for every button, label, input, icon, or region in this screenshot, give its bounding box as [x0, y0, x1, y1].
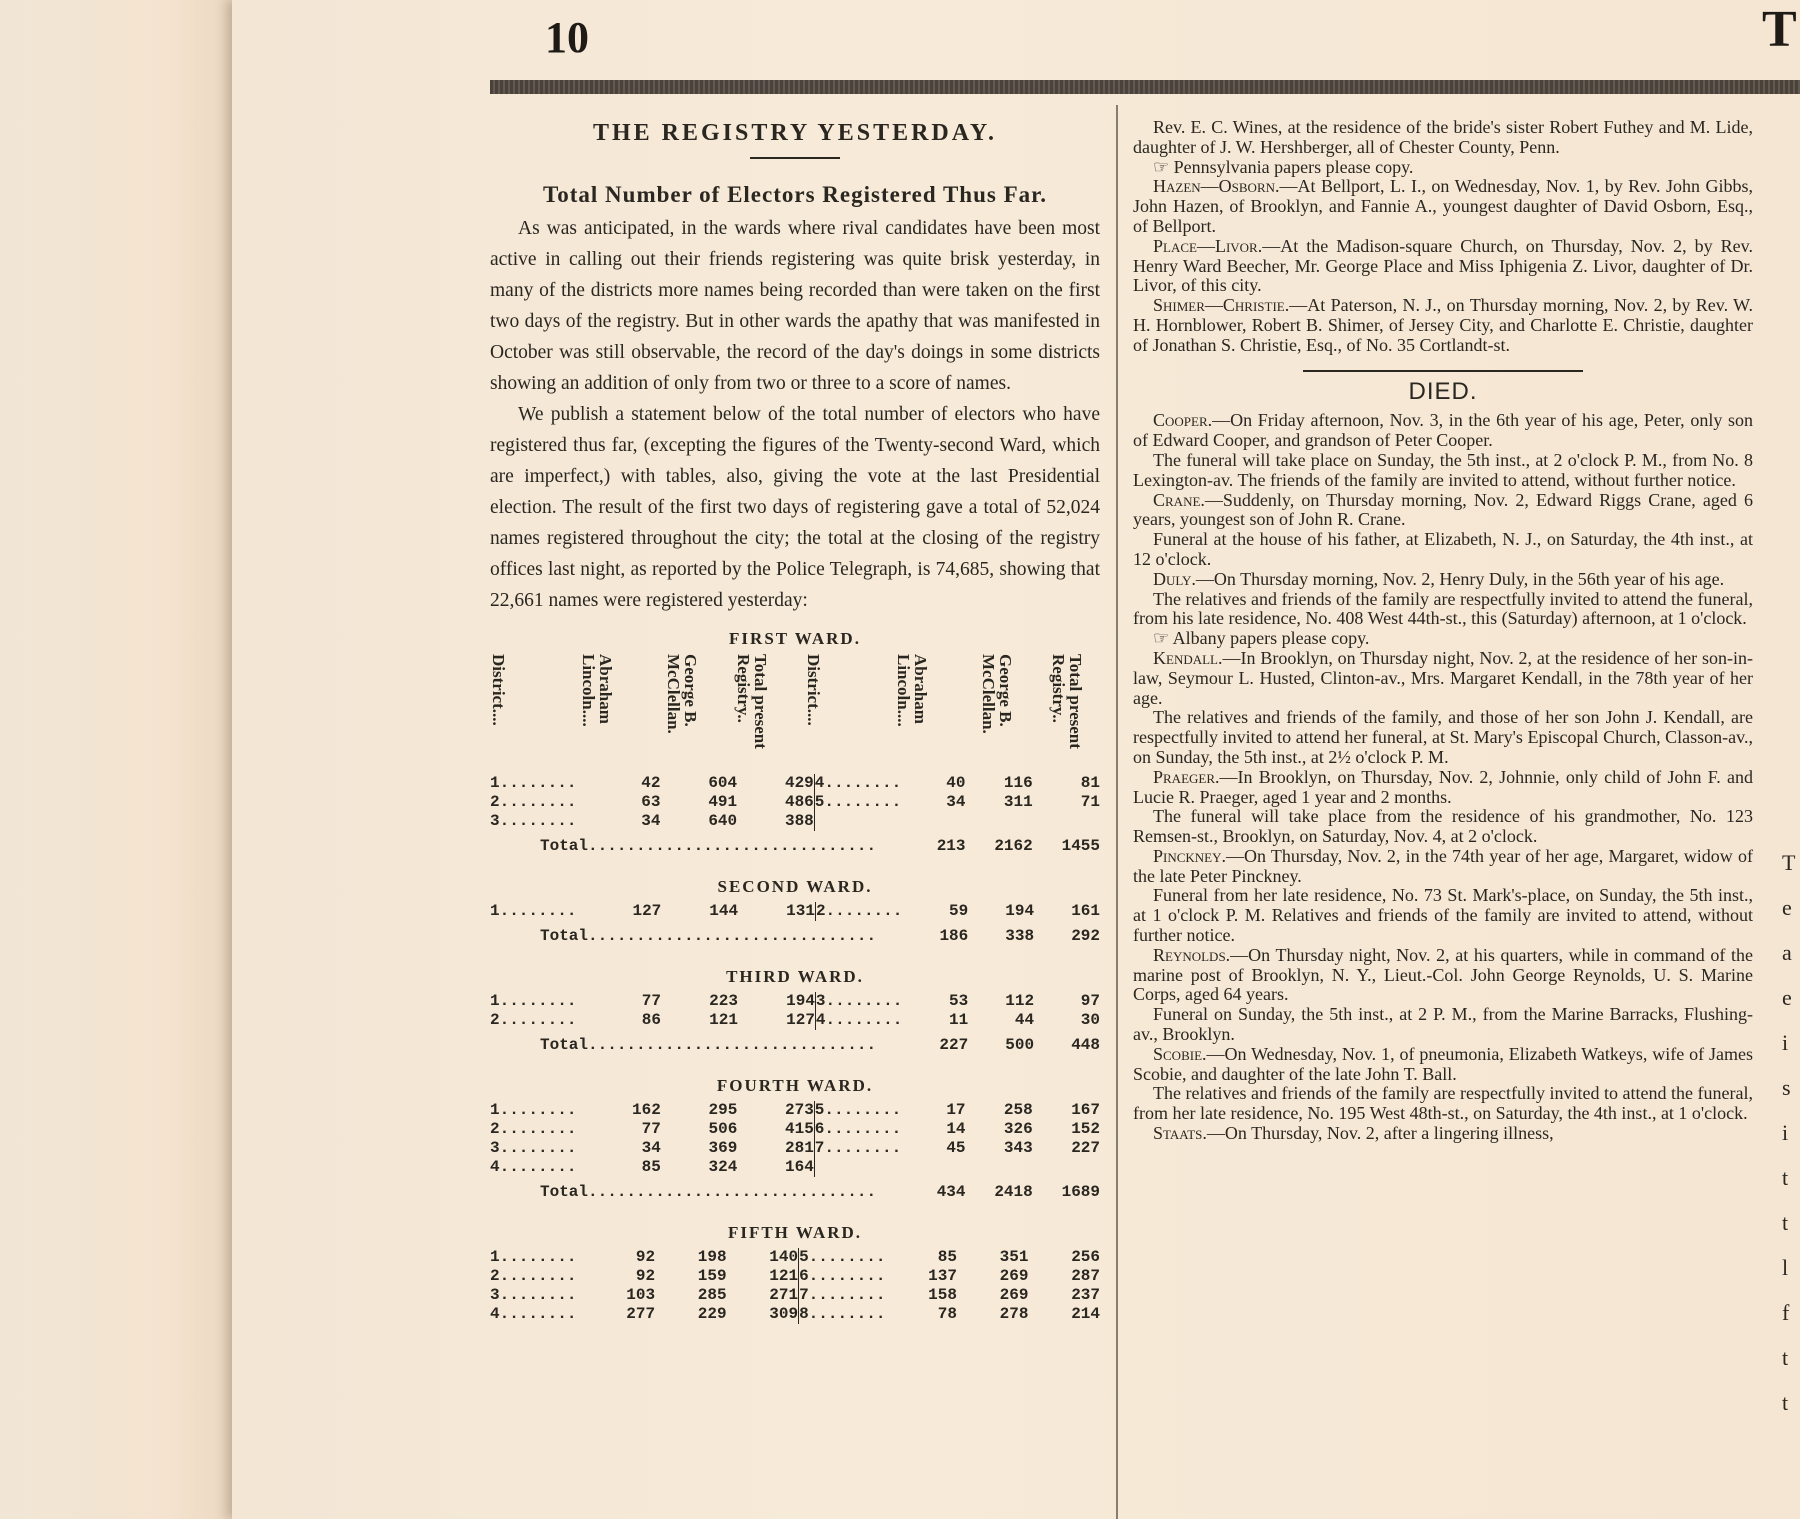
table-cell: 112	[1005, 992, 1035, 1010]
notice-entry: The relatives and friends of the family are respectfully invited to attend the funeral, from his late residence, No. 408 West 44th-st., this (Saturday) afternoon, at 1 o'clock.	[1133, 588, 1753, 629]
table-cell: 223	[709, 992, 738, 1010]
table-cell: 6........	[814, 1120, 902, 1138]
column-divider	[1116, 105, 1118, 1519]
table-cell: 103	[626, 1286, 656, 1304]
ward-title-first: FIRST WARD.	[729, 629, 861, 648]
table-cell: 86	[641, 1011, 661, 1029]
table-cell: 8........	[799, 1305, 886, 1323]
table-cell: 229	[697, 1305, 727, 1323]
table-cell: 604	[708, 774, 738, 792]
table-cell: 273	[784, 1101, 814, 1119]
notice-entry: Rev. E. C. Wines, at the residence of the bride's sister Robert Futhey and M. Lide, daughter of J. W. Hershberger, all of Chester County, Penn.	[1133, 117, 1753, 157]
table-cell: 81	[1080, 774, 1100, 792]
table-cell: 152	[1071, 1120, 1100, 1138]
notice-entry: Staats.—On Thursday, Nov. 2, after a lingering illness,	[1153, 1123, 1554, 1144]
table-cell	[814, 1158, 901, 1177]
table-cell: 271	[769, 1286, 799, 1304]
notice-name: Staats.	[1153, 1123, 1207, 1144]
table-cell: 11	[949, 1011, 969, 1029]
total-row	[490, 831, 1100, 864]
notice-name: Crane.	[1153, 489, 1205, 510]
table-cell: 137	[928, 1267, 957, 1285]
table-cell	[1033, 1158, 1100, 1177]
notice-entry: The relatives and friends of the family, and those of her son John J. Kendall, are respectfully invited to attend her funeral, at St. Mary's Episcopal Church, Classon-av., on Sunday, the 5th inst., at 2½ o'clock P. M.	[1133, 707, 1753, 767]
ward-title: FOURTH WARD.	[716, 1076, 874, 1095]
table-cell: 343	[1003, 1139, 1033, 1157]
table-cell: 227	[1071, 1139, 1100, 1157]
notice-entry: Crane.—Suddenly, on Thursday morning, Nov. 2, Edward Riggs Crane, aged 6 years, youngest son of John R. Crane.	[1133, 489, 1753, 530]
table-cell: 44	[1014, 1011, 1035, 1029]
table-cell: 77	[641, 1120, 661, 1138]
total-row	[490, 921, 1100, 954]
total-label: Total..............................	[540, 927, 877, 945]
table-cell: 159	[697, 1267, 727, 1285]
ward-title: THIRD WARD.	[726, 967, 864, 986]
ward-table	[490, 992, 1100, 1063]
total-label: Total..............................	[540, 1036, 877, 1054]
table-cell: 281	[784, 1139, 814, 1157]
table-cell: 92	[635, 1267, 656, 1285]
table-cell: 127	[632, 902, 662, 920]
table-cell: 5........	[799, 1248, 886, 1266]
section-rule	[1303, 370, 1583, 372]
article-subhead: Total Number of Electors Registered Thus Far.	[543, 182, 1047, 207]
table-cell: 388	[784, 812, 814, 830]
table-cell	[966, 1158, 1033, 1177]
table-row	[490, 1101, 1100, 1120]
article-paragraph-1: As was anticipated, in the wards where rival candidates have been most active in calling out their friends registering was quite brisk yesterday, in many of the districts more names being recorded than were taken on the first two days of the registry. But in other wards the apathy that was manifested in October was still observable, the record of the day's doings in some districts showing an addition of only from two or three to a score of names.	[490, 218, 1100, 394]
table-cell: 506	[708, 1120, 738, 1138]
married-notices	[1133, 118, 1753, 356]
ward-table	[490, 774, 1100, 864]
notice-entry: Duly.—On Thursday morning, Nov. 2, Henry Duly, in the 56th year of his age.	[1153, 568, 1725, 589]
notice-entry: The funeral will take place from the residence of his grandmother, No. 123 Remsen-st., Brooklyn, on Saturday, Nov. 4, at 2 o'clock.	[1133, 806, 1753, 847]
table-cell: 34	[641, 1139, 661, 1157]
table-cell: 40	[946, 774, 966, 792]
col-header-district-2: District....	[804, 654, 823, 726]
table-cell: 295	[708, 1101, 738, 1119]
total-label: Total..............................	[540, 837, 877, 855]
col-header-mcclellan: George B. McClellan.	[664, 654, 700, 734]
table-row	[490, 793, 1100, 812]
col-header-mcclellan-2: George B. McClellan.	[979, 654, 1015, 734]
masthead-fragment: T	[1762, 1, 1797, 58]
notice-entry: Pinckney.—On Thursday, Nov. 2, in the 74th year of her age, Margaret, widow of the late Peter Pinckney.	[1133, 845, 1753, 886]
notice-name: Shimer—Christie.	[1153, 295, 1290, 316]
edge-letter: t	[1782, 1345, 1789, 1370]
notice-name: Hazen—Osborn.	[1153, 176, 1280, 197]
table-cell: 164	[784, 1158, 814, 1176]
table-cell: 2........	[815, 902, 903, 920]
table-row	[490, 902, 1100, 921]
table-cell: 3........	[490, 812, 577, 830]
col-header-registry: Total present Registry..	[734, 654, 770, 749]
table-cell: 97	[1080, 992, 1100, 1010]
total-value: 500	[1005, 1036, 1035, 1054]
table-row	[490, 1248, 1100, 1267]
edge-letter: t	[1782, 1165, 1789, 1190]
col-header-lincoln-2: Abraham Lincoln....	[894, 654, 930, 727]
total-value: 1455	[1061, 837, 1100, 855]
table-cell: 116	[1003, 774, 1033, 792]
table-cell: 131	[786, 902, 815, 920]
col-header-district: District....	[489, 654, 508, 726]
edge-letter: t	[1782, 1210, 1789, 1235]
table-cell: 4........	[490, 1305, 577, 1323]
notice-name: Scobie.	[1153, 1043, 1207, 1064]
edge-letter: l	[1782, 1255, 1789, 1280]
died-heading: DIED.	[1408, 377, 1478, 405]
table-column-headers	[490, 654, 1100, 774]
table-cell: 237	[1071, 1286, 1100, 1304]
table-row	[490, 1139, 1100, 1158]
table-cell: 198	[697, 1248, 727, 1266]
table-cell	[901, 812, 965, 831]
table-cell	[901, 1158, 965, 1177]
total-value: 186	[939, 927, 969, 945]
table-cell	[814, 812, 901, 831]
edge-letter: s	[1782, 1075, 1791, 1100]
table-cell: 42	[641, 774, 661, 792]
table-cell: 1........	[490, 902, 577, 920]
notice-entry: ☞ Pennsylvania papers please copy.	[1153, 156, 1414, 177]
table-cell: 415	[784, 1120, 814, 1138]
table-cell: 121	[769, 1267, 799, 1285]
total-value: 2162	[994, 837, 1033, 855]
edge-letter: i	[1782, 1030, 1789, 1055]
notice-name: Cooper.	[1153, 410, 1213, 431]
ward-table	[490, 902, 1100, 954]
page-number: 10	[545, 13, 589, 62]
table-cell: 2........	[490, 1011, 577, 1029]
table-cell: 162	[632, 1101, 661, 1119]
table-row	[490, 1158, 1100, 1177]
died-notices	[1133, 411, 1753, 1143]
table-cell: 1........	[490, 992, 577, 1010]
table-cell: 34	[641, 812, 661, 830]
table-cell: 140	[769, 1248, 799, 1266]
table-cell: 7........	[814, 1139, 902, 1157]
table-cell: 34	[946, 793, 966, 811]
table-cell: 30	[1080, 1011, 1100, 1029]
notice-name: Pinckney.	[1153, 845, 1227, 866]
table-cell: 287	[1071, 1267, 1100, 1285]
table-cell: 78	[937, 1305, 957, 1323]
notice-entry: Reynolds.—On Thursday night, Nov. 2, at his quarters, while in command of the marine post of Brooklyn, N. Y., Lieut.-Col. John George Reynolds, U. S. Marine Corps, aged 64 years.	[1133, 944, 1753, 1005]
article-paragraph-2: We publish a statement below of the total number of electors who have registered thus far, (excepting the figures of the Twenty-second Ward, which are imperfect,) with tables, also, giving the vote at the last Presidential election. The result of the first two days of registering gave a total of 52,024 names registered throughout the city; the total at the closing of the registry offices last night, as reported by the Police Telegraph, is 74,685, showing that 22,661 names were registered yesterday:	[490, 404, 1100, 611]
edge-letter: f	[1782, 1300, 1790, 1325]
table-cell: 158	[928, 1286, 957, 1304]
table-cell: 4........	[814, 774, 902, 792]
table-cell: 71	[1080, 793, 1100, 811]
notice-name: Duly.	[1153, 568, 1196, 589]
notice-name: Reynolds.	[1153, 944, 1231, 965]
edge-letter: T	[1782, 850, 1796, 875]
table-cell: 121	[709, 1011, 738, 1029]
notice-entry: Hazen—Osborn.—At Bellport, L. I., on Wednesday, Nov. 1, by Rev. John Gibbs, John Hazen, of Brooklyn, and Fannie A., youngest daughter of David Osborn, Esq., of Bellport.	[1133, 176, 1753, 236]
table-row	[490, 1011, 1100, 1030]
table-cell: 311	[1003, 793, 1033, 811]
table-cell: 277	[626, 1305, 656, 1323]
table-cell: 309	[769, 1305, 799, 1323]
table-cell: 3........	[490, 1286, 577, 1304]
table-cell: 1........	[490, 1101, 577, 1119]
table-cell: 194	[1005, 902, 1035, 920]
adjacent-column-edge	[1782, 840, 1795, 1425]
table-cell: 59	[949, 902, 969, 920]
edge-letter: a	[1782, 940, 1792, 965]
total-value: 338	[1005, 927, 1035, 945]
table-cell: 324	[708, 1158, 738, 1176]
table-cell: 92	[635, 1248, 656, 1266]
col-header-registry-2: Total present Registry..	[1049, 654, 1085, 749]
table-row	[490, 1267, 1100, 1286]
ward-table	[490, 1101, 1100, 1210]
table-cell: 256	[1071, 1248, 1100, 1266]
table-cell: 2........	[490, 793, 577, 811]
table-cell: 1........	[490, 774, 577, 792]
table-cell: 491	[708, 793, 738, 811]
table-cell: 7........	[799, 1286, 886, 1304]
notice-name: Praeger.	[1153, 766, 1220, 787]
table-cell: 144	[709, 902, 739, 920]
notice-name: Place—Livor.	[1153, 235, 1263, 256]
table-row	[490, 1286, 1100, 1305]
headline-rule	[750, 157, 840, 159]
total-value: 227	[939, 1036, 969, 1054]
table-cell: 85	[641, 1158, 661, 1176]
table-cell: 4........	[815, 1011, 903, 1029]
table-row	[490, 812, 1100, 831]
table-cell: 127	[786, 1011, 815, 1029]
notice-entry: Funeral on Sunday, the 5th inst., at 2 P. M., from the Marine Barracks, Flushing-av., Brooklyn.	[1133, 1004, 1753, 1045]
notice-entry: Funeral from her late residence, No. 73 St. Mark's-place, on Sunday, the 5th inst., at 1 o'clock P. M. Relatives and friends of the family are invited to attend, without further notice.	[1133, 885, 1753, 946]
table-cell: 258	[1003, 1101, 1033, 1119]
total-value: 448	[1071, 1036, 1100, 1054]
table-row	[490, 774, 1100, 793]
total-row	[490, 1177, 1100, 1210]
registry-article	[490, 118, 1100, 1324]
table-cell: 4........	[490, 1158, 577, 1176]
table-cell: 45	[946, 1139, 966, 1157]
table-cell: 278	[999, 1305, 1029, 1323]
table-cell: 6........	[799, 1267, 886, 1285]
table-cell: 3........	[490, 1139, 577, 1157]
table-cell: 429	[784, 774, 814, 792]
notice-entry: Place—Livor.—At the Madison-square Church, on Thursday, Nov. 2, by Rev. Henry Ward Beecher, Mr. George Place and Miss Iphigenia Z. Livor, daughter of Dr. Livor, of this city.	[1133, 235, 1753, 296]
table-cell: 167	[1071, 1101, 1100, 1119]
total-value: 1689	[1061, 1183, 1100, 1201]
notice-entry: The relatives and friends of the family are respectfully invited to attend the funeral, from her late residence, No. 195 West 48th-st., on Saturday, the 4th inst., at 1 o'clock.	[1133, 1083, 1753, 1124]
table-cell: 214	[1071, 1305, 1100, 1323]
table-cell: 285	[697, 1286, 727, 1304]
table-cell: 269	[999, 1267, 1029, 1285]
notice-entry: The funeral will take place on Sunday, the 5th inst., at 2 o'clock P. M., from No. 8 Lexington-av. The friends of the family are invited to attend, without further notice.	[1133, 449, 1753, 490]
table-cell: 269	[999, 1286, 1029, 1304]
table-row	[490, 1305, 1100, 1324]
table-cell	[1033, 812, 1100, 831]
table-cell: 326	[1003, 1120, 1033, 1138]
total-row	[490, 1030, 1100, 1063]
table-cell: 486	[784, 793, 814, 811]
table-cell: 77	[641, 992, 661, 1010]
notice-entry: Shimer—Christie.—At Paterson, N. J., on Thursday morning, Nov. 2, by Rev. W. H. Hornblower, Robert B. Shimer, of Jersey City, and Charlotte E. Christie, daughter of Jonathan S. Christie, Esq., of No. 35 Cortlandt-st.	[1133, 295, 1753, 355]
total-value: 213	[936, 837, 966, 855]
edge-letter: e	[1782, 895, 1792, 920]
article-headline: THE REGISTRY YESTERDAY.	[592, 120, 998, 146]
table-cell: 640	[708, 812, 738, 830]
table-cell: 5........	[814, 793, 902, 811]
table-cell	[966, 812, 1033, 831]
notice-entry: ☞ Albany papers please copy.	[1153, 628, 1370, 649]
col-header-lincoln: Abraham Lincoln....	[579, 654, 615, 727]
notice-entry: Kendall.—In Brooklyn, on Thursday night, Nov. 2, at the residence of her son-in-law, Seymour L. Husted, Clinton-av., Mrs. Margaret Kendall, in the 78th year of her age.	[1133, 647, 1753, 708]
notice-name: Kendall.	[1153, 647, 1223, 668]
total-value: 434	[936, 1183, 966, 1201]
total-label: Total..............................	[540, 1183, 877, 1201]
table-cell: 2........	[490, 1120, 577, 1138]
notice-entry: Funeral at the house of his father, at Elizabeth, N. J., on Saturday, the 4th inst., at 12 o'clock.	[1133, 529, 1753, 569]
table-cell: 161	[1071, 902, 1100, 920]
notice-entry: Cooper.—On Friday afternoon, Nov. 3, in the 6th year of his age, Peter, only son of Edward Cooper, and grandson of Peter Cooper.	[1133, 410, 1753, 451]
ward-title: FIFTH WARD.	[727, 1223, 863, 1242]
table-cell: 194	[786, 992, 815, 1010]
ward-table	[490, 1248, 1100, 1324]
edge-letter: i	[1782, 1120, 1789, 1145]
table-cell: 1........	[490, 1248, 577, 1266]
table-cell: 3........	[815, 992, 903, 1010]
total-value: 292	[1071, 927, 1100, 945]
wards-container	[490, 774, 1100, 1324]
notice-entry: Scobie.—On Wednesday, Nov. 1, of pneumonia, Elizabeth Watkeys, wife of James Scobie, and daughter of the late John T. Ball.	[1133, 1043, 1753, 1084]
table-cell: 63	[641, 793, 661, 811]
edge-letter: e	[1782, 985, 1792, 1010]
table-cell: 351	[999, 1248, 1029, 1266]
notices-column	[1133, 118, 1753, 1144]
total-value: 2418	[994, 1183, 1033, 1201]
table-cell: 369	[708, 1139, 738, 1157]
header-rule	[490, 80, 1800, 94]
table-cell: 5........	[814, 1101, 902, 1119]
notice-entry: Praeger.—In Brooklyn, on Thursday, Nov. 2, Johnnie, only child of John F. and Lucie R. Praeger, aged 1 year and 2 months.	[1133, 766, 1753, 807]
table-cell: 17	[946, 1101, 966, 1119]
table-row	[490, 1120, 1100, 1139]
table-cell: 2........	[490, 1267, 577, 1285]
ward-title: SECOND WARD.	[717, 877, 873, 896]
table-row	[490, 992, 1100, 1011]
table-cell: 14	[946, 1120, 966, 1138]
table-cell: 85	[937, 1248, 957, 1266]
table-cell: 53	[949, 992, 969, 1010]
edge-letter: t	[1782, 1390, 1789, 1415]
